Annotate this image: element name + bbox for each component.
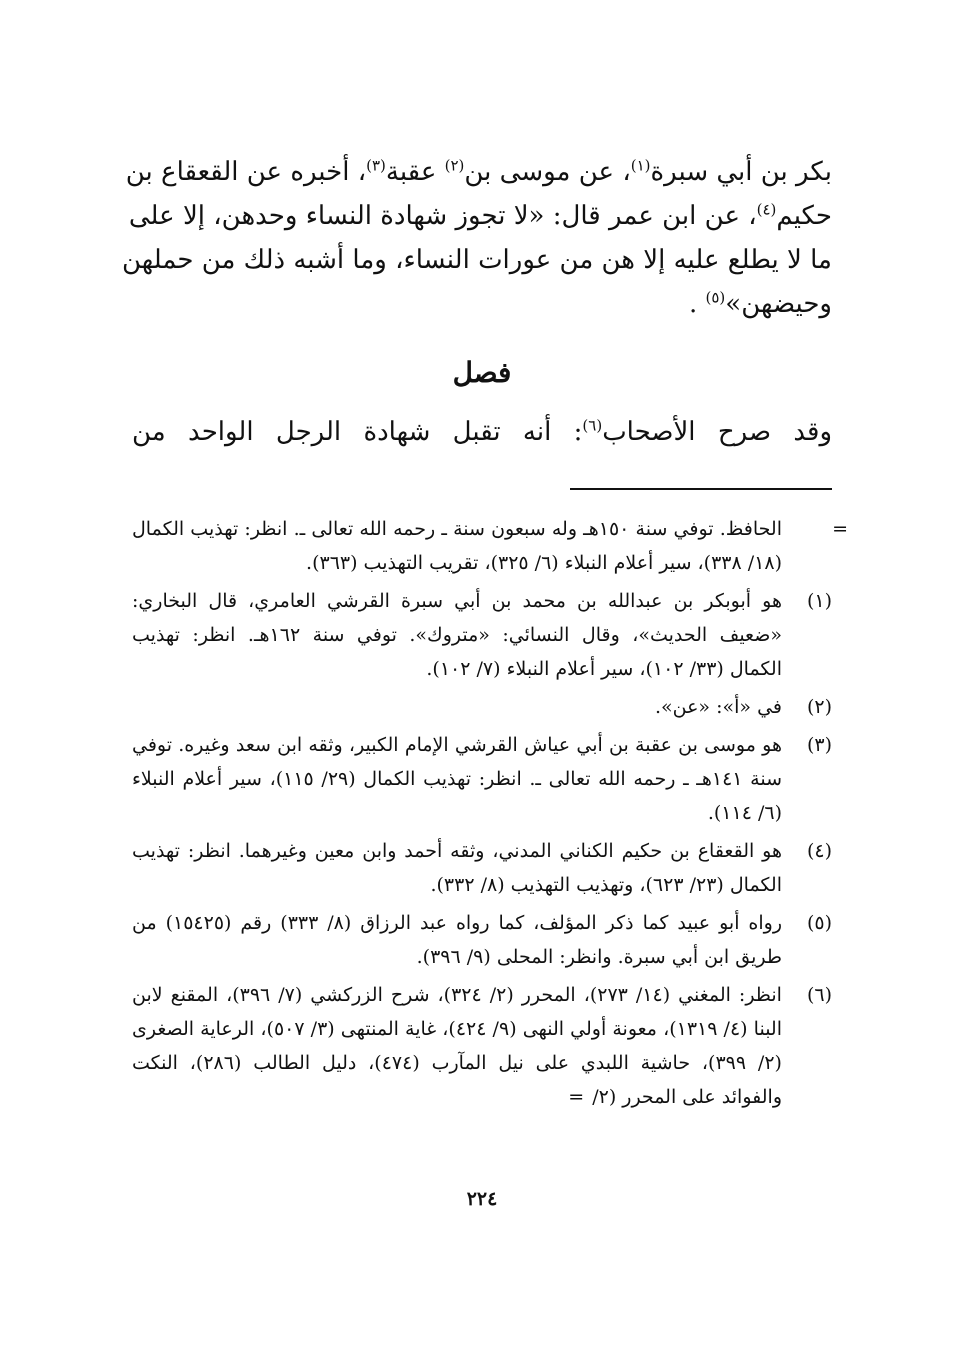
page-number: ٢٢٤ <box>466 1188 498 1210</box>
footnote-text: في «أ»: «عن». <box>654 696 782 718</box>
continuation-marker: = <box>832 518 848 540</box>
text-fragment: ، عن ابن عمر قال: «لا تجوز شهادة النساء وحدهن، إلا على <box>128 201 757 231</box>
footnote-text: هو أبوبكر بن عبدالله بن محمد بن أبي سبرة القرشي العامري، قال البخاري: «ضعيف الحديث»، وقال النسائي: «متروك». توفي سنة ١٦٢هـ. انظر: تهذيب الكمال (٣٣/ ١٠٢)، سير أعلام النبلاء (٧/ ١٠٢). <box>132 590 782 680</box>
text-fragment: عقبة <box>385 157 445 187</box>
footnote-ref: (١) <box>630 156 651 175</box>
text-fragment: بكر بن أبي سبرة <box>650 157 832 187</box>
footnote-ref: (٢) <box>444 156 465 175</box>
footnote-number: (٢) <box>806 696 832 718</box>
footnote-number: (٦) <box>806 984 832 1006</box>
footnote-number: (٥) <box>806 912 832 934</box>
footnote-text: هو موسى بن عقبة بن أبي عياش القرشي الإمام الكبير، وثقه ابن سعد وغيره. توفي سنة ١٤١هـ ـ رحمه الله تعالى ـ. انظر: تهذيب الكمال (٢٩/ ١١٥)، سير أعلام النبلاء (٦/ ١١٤). <box>132 734 783 824</box>
text-fragment: : أنه تقبل شهادة الرجل الواحد من <box>132 417 583 447</box>
footnote-ref: (٤) <box>756 200 777 219</box>
footnote-item <box>132 690 832 724</box>
footnotes <box>132 512 848 1118</box>
footnote-number: (٤) <box>806 840 832 862</box>
section-paragraph <box>132 410 832 454</box>
footnote-continuation <box>132 512 848 580</box>
main-text <box>121 150 832 326</box>
text-line <box>128 194 832 238</box>
continuation-marker: = <box>568 1086 585 1108</box>
section-title: فصل <box>452 356 512 389</box>
footnote-ref: (٥) <box>705 288 726 307</box>
text-line <box>132 282 832 326</box>
text-fragment: وحيضهن» <box>725 289 832 319</box>
text-fragment: ، أخبره عن القعقاع بن <box>125 157 367 187</box>
footnote-ref: (٣) <box>366 156 386 175</box>
footnote-text-body: انظر: المغني (١٤/ ٢٧٣)، المحرر (٢/ ٣٢٤)، شرح الزركشي (٧/ ٣٩٦)، المقنع لابن البنا (٤/ ١٣١٩)، معونة أولي النهى (٩/ ٤٢٤)، غاية المنتهى (٣/ ٥٠٧)، الرعاية الصغرى (٢/ ٣٩٩)، حاشية اللبدي على نيل المآرب (٤٧٤)، دليل الطالب (٢٨٦)، النكت والفوائد على المحرر (٢/ <box>132 984 782 1108</box>
footnote-item <box>132 834 832 902</box>
footnote-text: رواه أبو عبيد كما ذكر المؤلف، كما رواه عبد الرزاق (٨/ ٣٣٣) رقم (١٥٤٢٥) من طريق ابن أبي سبرة. وانظر: المحلى (٩/ ٣٩٦). <box>132 912 783 968</box>
footnote-divider <box>570 488 832 490</box>
text-fragment: ما لا يطلع عليه إلا هن من عورات النساء، وما أشبه ذلك من حملهن <box>121 245 832 275</box>
footnote-text: هو القعقاع بن حكيم الكناني المدني، وثقه أحمد وابن معين وغيرهما. انظر: تهذيب الكمال (٢٣/ ٦٢٣)، وتهذيب التهذيب (٨/ ٣٣٢). <box>132 840 782 896</box>
text-line <box>121 238 832 282</box>
footnote-number: (٣) <box>806 734 832 756</box>
footnote-item <box>132 906 832 974</box>
text-fragment: حكيم <box>776 201 832 231</box>
footnote-ref: (٦) <box>582 416 603 435</box>
footnote-item <box>132 978 832 1114</box>
footnote-text <box>132 978 782 1114</box>
footnote-text: الحافظ. توفي سنة ١٥٠هـ وله سبعون سنة ـ رحمه الله تعالى ـ. انظر: تهذيب الكمال (١٨/ ٣٣٨)، سير أعلام النبلاء (٦/ ٣٢٥)، تقريب التهذيب (٣٦٣). <box>132 518 782 574</box>
text-fragment: . <box>688 289 698 319</box>
text-fragment: ، عن موسى بن <box>464 157 631 187</box>
text-fragment: وقد صرح الأصحاب <box>602 417 832 447</box>
footnote-item <box>132 584 832 686</box>
text-line <box>125 150 832 194</box>
footnote-number: (١) <box>806 590 832 612</box>
footnote-item <box>132 728 832 830</box>
